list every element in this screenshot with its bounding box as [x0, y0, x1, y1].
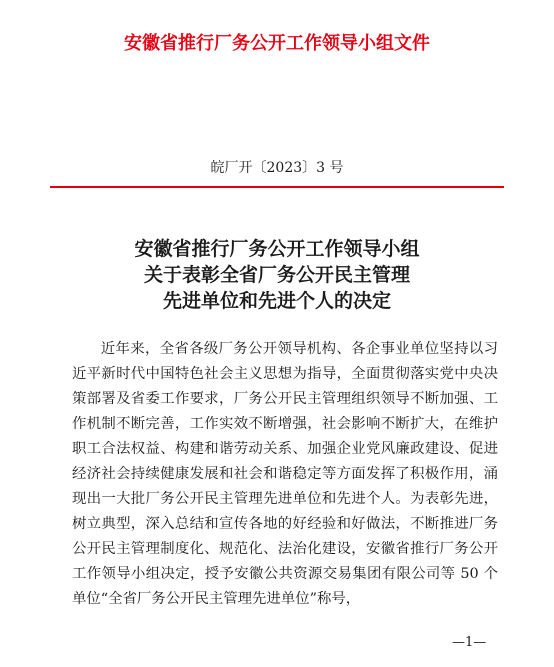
title-line-2: 关于表彰全省厂务公开民主管理 — [143, 264, 410, 286]
document-number: 皖厂开〔2023〕3 号 — [210, 160, 344, 176]
header-red-rule — [50, 186, 504, 188]
body-paragraph: 近年来，全省各级厂务公开领导机构、各企事业单位坚持以习近平新时代中国特色社会主义思想为指导，全面贯彻落实党中央决策部署及省委工作要求，厂务公开民主管理组织领导不断加强、工作机制不断完善，工作实效不断增强，社会影响不断扩大，在维护职工合法权益、构建和谐劳动关系、加强企业党风廉政建设、促进经济社会持续健康发展和社会和谐稳定等方面发挥了积极作用，涌现出一大批厂务公开民主管理先进单位和先进个人。为表彰先进，树立典型，深入总结和宣传各地的好经验和好做法，不断推进厂务公开民主管理制度化、规范化、法治化建设，安徽省推行厂务公开工作领导小组决定，授予安徽公共资源交易集团有限公司等 50 个单位“全省厂务公开民主管理先进单位”称号， — [72, 341, 498, 607]
document-title — [0, 236, 554, 314]
page-number: —1— — [452, 635, 487, 650]
document-header-title: 安徽省推行厂务公开工作领导小组文件 — [124, 33, 430, 54]
title-line-3: 先进单位和先进个人的决定 — [162, 290, 391, 312]
title-line-1: 安徽省推行厂务公开工作领导小组 — [134, 238, 420, 260]
